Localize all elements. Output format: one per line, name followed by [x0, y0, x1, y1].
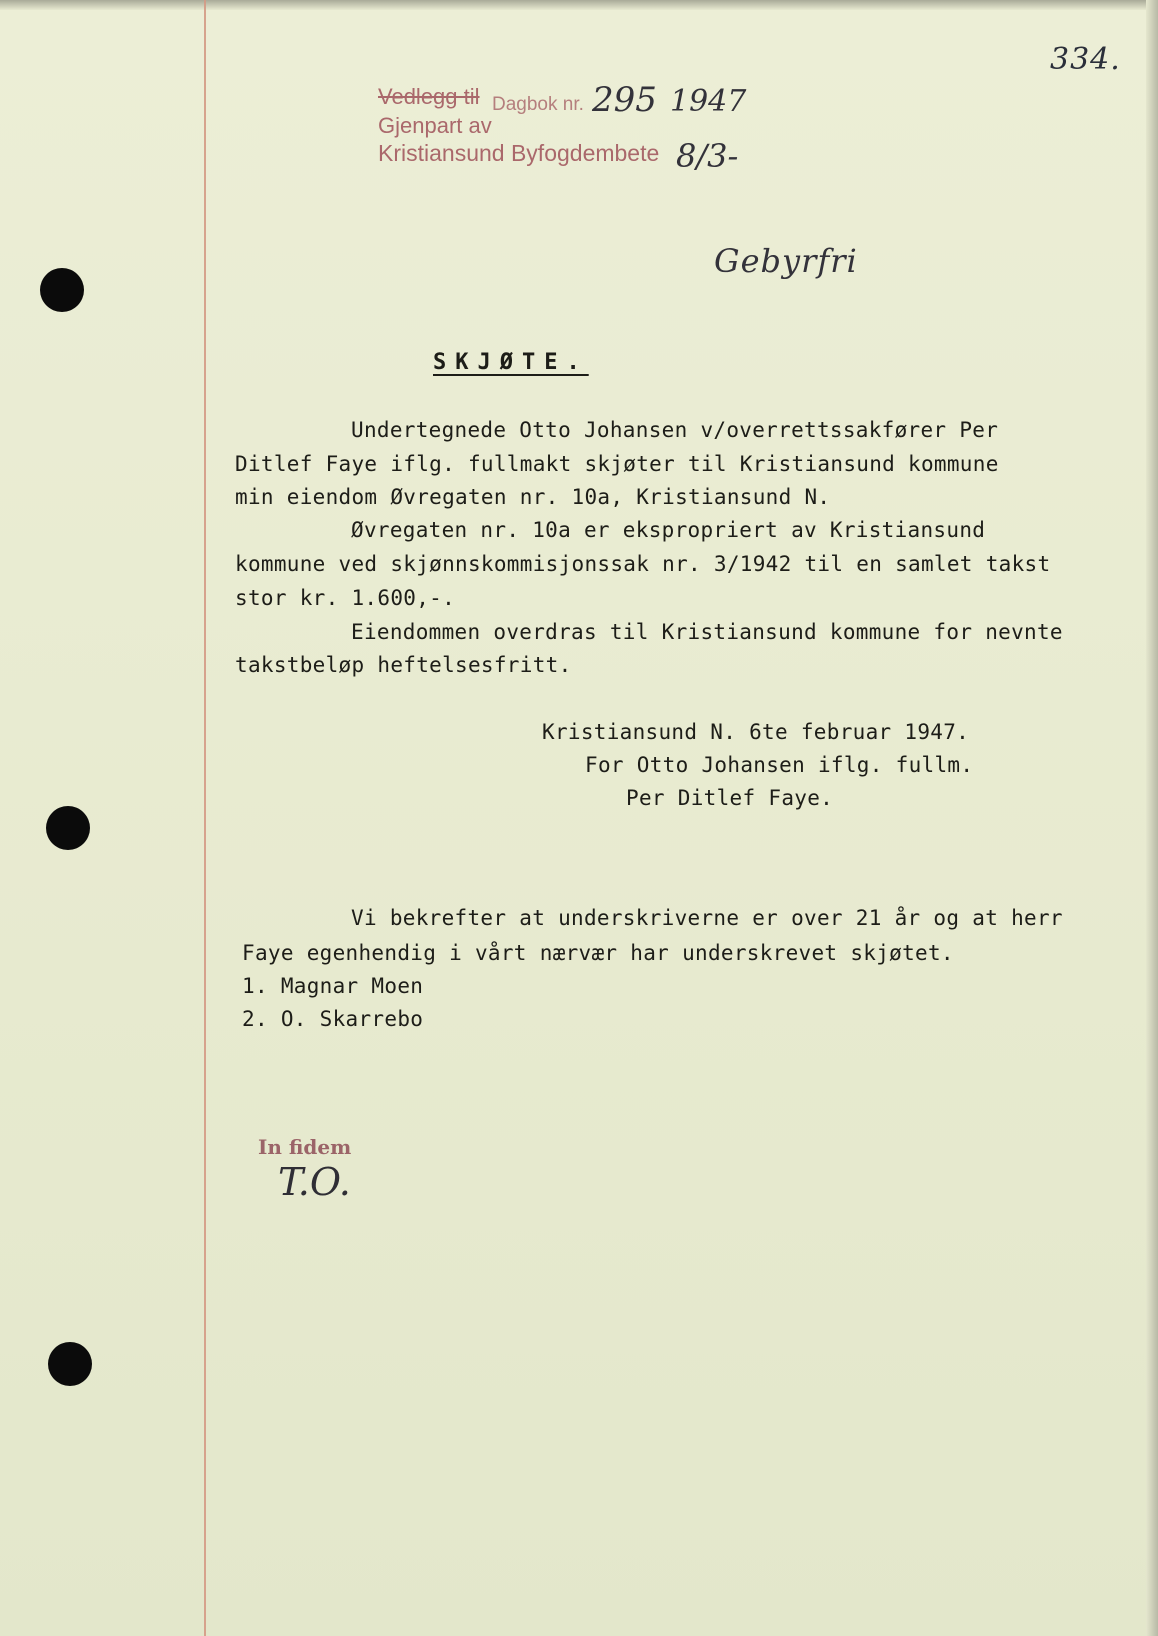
body-line: Undertegnede Otto Johansen v/overrettssakfører Per — [351, 418, 999, 442]
document-title: SKJØTE. — [433, 350, 589, 375]
fee-note: Gebyrfri — [714, 242, 858, 280]
body-line: Ditlef Faye iflg. fullmakt skjøter til Kristiansund kommune — [235, 452, 999, 476]
stamp-vedlegg: Vedlegg til — [378, 84, 480, 109]
page-number: 334. — [1050, 42, 1121, 77]
paper-edge-right — [1146, 0, 1158, 1636]
body-line: Eiendommen overdras til Kristiansund kommune for nevnte — [351, 620, 1063, 644]
body-line: min eiendom Øvregaten nr. 10a, Kristiansund N. — [235, 485, 831, 509]
witness-statement-line: Faye egenhendig i vårt nærvær har underskrevet skjøtet. — [242, 941, 954, 965]
signature-name: Per Ditlef Faye. — [626, 786, 834, 810]
stamp-dagbok-label: Dagbok nr. — [492, 94, 584, 115]
dagbok-year: 1947 — [670, 84, 747, 119]
signature-place-date: Kristiansund N. 6te februar 1947. — [542, 720, 970, 744]
in-fidem-initials: T.O. — [278, 1160, 351, 1204]
stamp-gjenpart: Gjenpart av — [378, 113, 492, 138]
paper-edge-top — [0, 0, 1158, 10]
punch-hole-icon — [40, 268, 84, 312]
signature-for-line: For Otto Johansen iflg. fullm. — [585, 753, 974, 777]
witness-1: 1. Magnar Moen — [242, 974, 424, 998]
margin-rule — [204, 0, 206, 1636]
body-line: stor kr. 1.600,-. — [235, 586, 456, 610]
in-fidem-stamp: In fidem — [258, 1135, 352, 1159]
stamp-office: Kristiansund Byfogdembete — [378, 140, 660, 166]
witness-2: 2. O. Skarrebo — [242, 1007, 424, 1031]
dagbok-number: 295 — [592, 80, 657, 120]
body-line: takstbeløp heftelsesfritt. — [235, 653, 572, 677]
body-line: Øvregaten nr. 10a er ekspropriert av Kristiansund — [351, 518, 986, 542]
body-line: kommune ved skjønnskommisjonssak nr. 3/1942 til en samlet takst — [235, 552, 1051, 576]
registration-date: 8/3- — [676, 137, 739, 175]
witness-statement-line: Vi bekrefter at underskriverne er over 21 år og at herr — [351, 906, 1063, 930]
punch-hole-icon — [48, 1342, 92, 1386]
punch-hole-icon — [46, 806, 90, 850]
